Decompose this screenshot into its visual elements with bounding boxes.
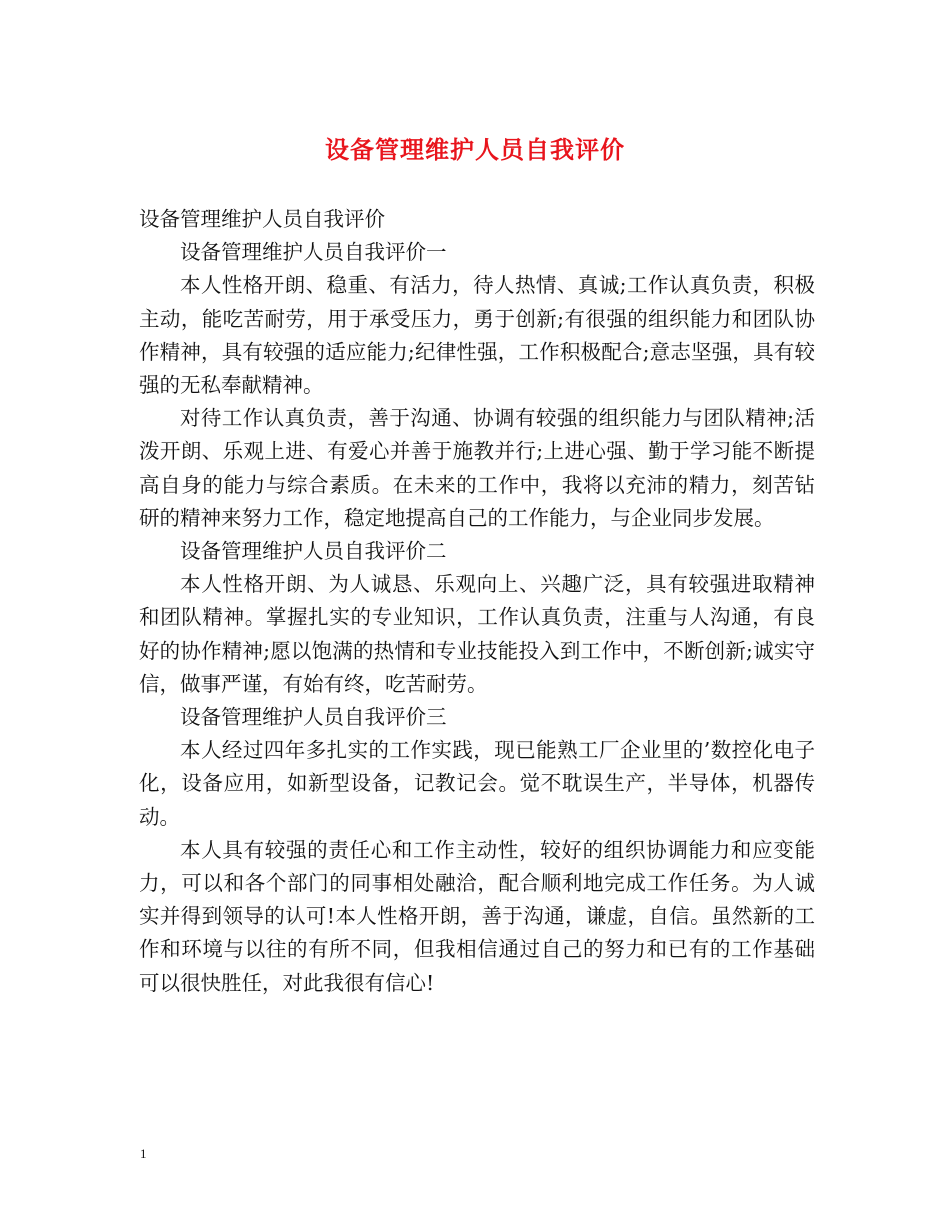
paragraph-5: 本人具有较强的责任心和工作主动性，较好的组织协调能力和应变能力，可以和各个部门的同事相处融洽，配合顺利地完成工作任务。为人诚实并得到领导的认可!本人性格开朗，善于沟通，谦虚，自信。虽然新的工作和环境与以往的有所不同，但我相信通过自己的努力和已有的工作基础可以很快胜任，对此我很有信心! — [139, 837, 815, 995]
paragraph-1: 本人性格开朗、稳重、有活力，待人热情、真诚;工作认真负责，积极主动，能吃苦耐劳，用于承受压力，勇于创新;有很强的组织能力和团队协作精神，具有较强的适应能力;纪律性强，工作积极配合;意志坚强，具有较强的无私奉献精神。 — [139, 273, 815, 398]
section-heading-3: 设备管理维护人员自我评价三 — [180, 705, 447, 730]
paragraph-3: 本人性格开朗、为人诚恳、乐观向上、兴趣广泛，具有较强进取精神和团队精神。掌握扎实的专业知识，工作认真负责，注重与人沟通，有良好的协作精神;愿以饱满的热情和专业技能投入到工作中，不断创新;诚实守信，做事严谨，有始有终，吃苦耐劳。 — [139, 572, 815, 696]
section-heading-2: 设备管理维护人员自我评价二 — [180, 539, 447, 564]
paragraph-2: 对待工作认真负责，善于沟通、协调有较强的组织能力与团队精神;活泼开朗、乐观上进、有爱心并善于施教并行;上进心强、勤于学习能不断提高自身的能力与综合素质。在未来的工作中，我将以充沛的精力，刻苦钻研的精神来努力工作，稳定地提高自己的工作能力，与企业同步发展。 — [139, 406, 815, 530]
intro-heading: 设备管理维护人员自我评价 — [139, 207, 385, 231]
document-title: 设备管理维护人员自我评价 — [325, 135, 625, 164]
page-number: 1 — [140, 1146, 147, 1161]
paragraph-4: 本人经过四年多扎实的工作实践，现已能熟工厂企业里的’数控化电子化，设备应用，如新型设备，记教记会。觉不耽误生产，半导体，机器传动。 — [139, 738, 815, 829]
section-heading-1: 设备管理维护人员自我评价一 — [180, 240, 447, 265]
document-body — [139, 203, 815, 1000]
